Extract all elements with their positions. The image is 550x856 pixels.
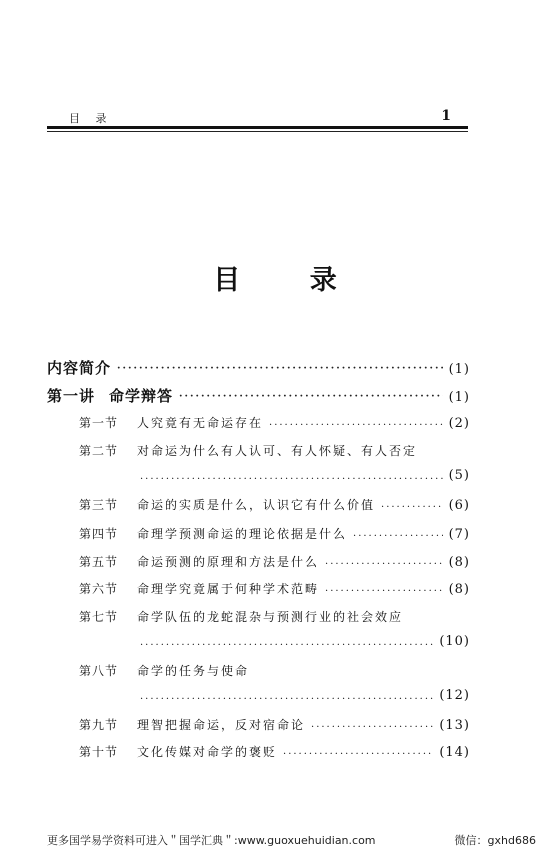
toc-section-title: 文化传媒对命学的褒贬: [137, 745, 278, 759]
toc-entry-section-9[interactable]: [47, 716, 470, 740]
toc-section-title: 命运的实质是什么，认识它有什么价值: [137, 498, 376, 512]
toc-page-ref: (6): [448, 498, 470, 513]
toc-entry-intro[interactable]: [47, 357, 470, 381]
toc-section-number: 第三节: [79, 498, 119, 512]
toc-entry-section-5[interactable]: [47, 553, 470, 577]
toc-section-title: 人究竟有无命运存在: [137, 416, 264, 430]
toc-section-number: 第九节: [79, 718, 119, 732]
leader-dots: [269, 419, 443, 433]
toc-page-ref: (8): [448, 555, 470, 570]
toc-entry-section-10[interactable]: [47, 743, 470, 767]
toc-page-ref: (14): [439, 745, 470, 760]
toc-section-title: 命理学究竟属于何种学术范畴: [137, 582, 320, 596]
leader-dots: [381, 501, 443, 515]
leader-dots: [325, 558, 443, 572]
toc-section-title: 对命运为什么有人认可、有人怀疑、有人否定: [137, 444, 418, 458]
leader-dots: [117, 362, 443, 376]
toc-page-ref: (12): [439, 688, 470, 703]
toc-page-ref: (1): [448, 390, 470, 405]
footer-source-text: 更多国学易学资料可进入＂国学汇典＂:www.guoxuehuidian.com: [47, 834, 376, 847]
toc-section-number: 第四节: [79, 527, 119, 541]
toc-entry-section-7-continuation: [140, 634, 470, 658]
toc-section-number: 第七节: [79, 610, 119, 624]
toc-entry-section-6[interactable]: [47, 580, 470, 604]
toc-chapter-number: 第一讲: [47, 387, 96, 405]
leader-dots: [140, 473, 443, 487]
running-head-label: 目 录: [69, 112, 113, 125]
leader-dots: [311, 721, 433, 735]
toc-entry-chapter-1[interactable]: [47, 385, 470, 409]
toc-section-title: 命运预测的原理和方法是什么: [137, 555, 320, 569]
toc-entry-section-4[interactable]: [47, 525, 470, 549]
toc-page-ref: (13): [439, 718, 470, 733]
footer-wechat-text: 微信：gxhd686: [454, 834, 536, 847]
toc-section-number: 第六节: [79, 582, 119, 596]
toc-entry-title: 内容简介: [47, 359, 112, 377]
leader-dots: [140, 639, 433, 653]
leader-dots: [179, 390, 443, 404]
toc-entry-section-2-continuation: [140, 468, 470, 492]
watermark-footer: [0, 832, 550, 852]
header-rule-thin: [47, 131, 468, 132]
toc-entry-section-7[interactable]: [47, 608, 470, 632]
toc-entry-section-8[interactable]: [47, 662, 470, 686]
toc-page-ref: (7): [448, 527, 470, 542]
toc-section-number: 第八节: [79, 664, 119, 678]
toc-section-number: 第五节: [79, 555, 119, 569]
toc-page-ref: (5): [448, 468, 470, 483]
toc-chapter-title: 命学辩答: [109, 387, 174, 405]
page-title: 目 录: [213, 265, 367, 296]
toc-section-number: 第十节: [79, 745, 119, 759]
running-head-page-number: 1: [441, 108, 451, 124]
toc-section-title: 命学队伍的龙蛇混杂与预测行业的社会效应: [137, 610, 404, 624]
toc-entry-section-3[interactable]: [47, 496, 470, 520]
toc-entry-section-2[interactable]: [47, 442, 470, 466]
toc-page-ref: (10): [439, 634, 470, 649]
toc-section-number: 第一节: [79, 416, 119, 430]
toc-section-number: 第二节: [79, 444, 119, 458]
toc-section-title: 命理学预测命运的理论依据是什么: [137, 527, 348, 541]
leader-dots: [353, 530, 443, 544]
toc-page-ref: (8): [448, 582, 470, 597]
toc-entry-section-8-continuation: [140, 688, 470, 712]
toc-section-title: 理智把握命运，反对宿命论: [137, 718, 306, 732]
header-rule-thick: [47, 126, 468, 129]
toc-section-title: 命学的任务与使命: [137, 664, 250, 678]
toc-chapter: [47, 385, 173, 406]
toc-entry-section-1[interactable]: [47, 414, 470, 438]
toc-page-ref: (1): [448, 362, 470, 377]
leader-dots: [325, 585, 443, 599]
leader-dots: [283, 748, 433, 762]
toc-page-ref: (2): [448, 416, 470, 431]
leader-dots: [140, 693, 433, 707]
